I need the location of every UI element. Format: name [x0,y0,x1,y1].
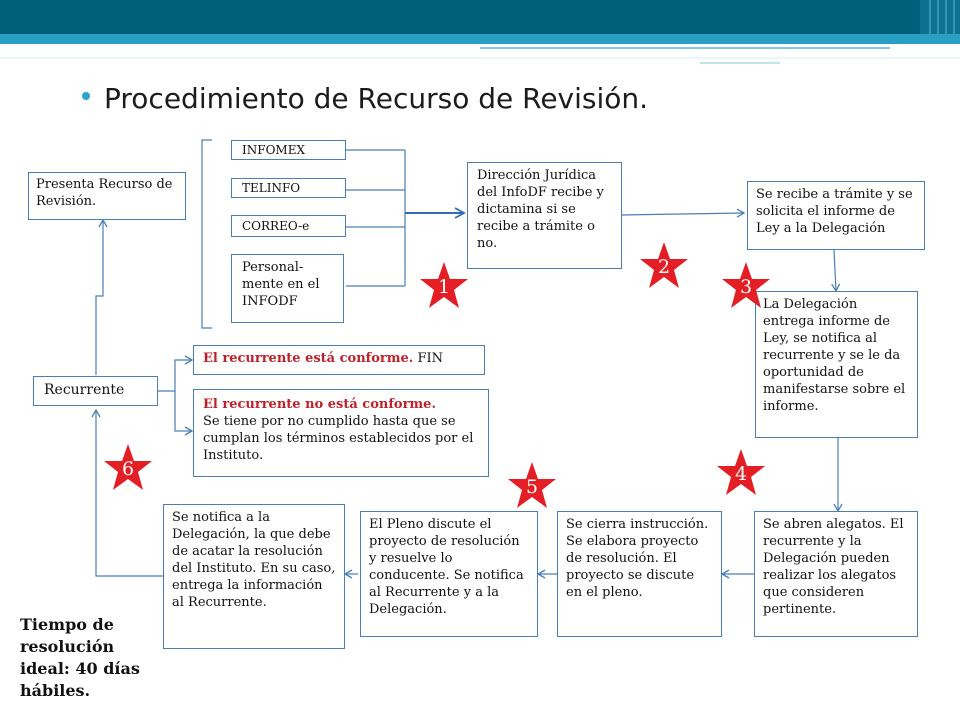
step-star-5 [506,460,558,512]
step-star-6 [102,442,154,494]
channel-telinfo: TELINFO [231,178,346,198]
channel-personal: Personal- mente en el INFODF [231,254,344,323]
step-number-2: 2 [657,256,671,278]
box-se-recibe: Se recibe a trámite y se solicita el informe de Ley a la Delegación [747,181,925,250]
arrow-to-se-recibe [622,213,744,215]
no-conforme-label: El recurrente no está conforme. [203,397,436,412]
channel-infomex: INFOMEX [231,140,346,160]
step-star-3 [720,260,772,312]
box-pleno: El Pleno discute el proyecto de resolución y resuelve lo conducente. Se notifica al Recurrente y a la Delegación. [360,511,538,637]
box-direccion-juridica: Dirección Jurídica del InfoDF recibe y dictamina si se recibe a trámite o no. [467,162,622,269]
arrow-to-delegacion [834,250,836,291]
box-no-conforme [193,389,489,477]
step-number-3: 3 [739,276,753,298]
resolution-time-note: Tiempo de resolución ideal: 40 días hábiles. [20,615,140,700]
channel-correo: CORREO-e [231,215,346,237]
box-alegatos: Se abren alegatos. El recurrente y la Delegación pueden realizar los alegatos que consideren pertinente. [754,511,918,637]
step-number-6: 6 [121,458,135,480]
box-cierra-instruccion: Se cierra instrucción. Se elabora proyecto de resolución. El proyecto se discute en el pleno. [557,511,722,637]
conforme-label: El recurrente está conforme. [203,351,414,366]
recurrente-branch [158,360,192,391]
step-number-1: 1 [437,276,451,298]
arrow-to-presenta [96,220,103,375]
box-conforme [193,345,485,375]
step-number-4: 4 [734,463,748,485]
box-recurrente: Recurrente [33,376,158,406]
step-number-5: 5 [525,476,539,498]
box-notifica: Se notifica a la Delegación, la que debe de acatar la resolución del Instituto. En su caso, entrega la información al Recurrente. [163,504,345,649]
step-star-4 [715,447,767,499]
no-conforme-text: Se tiene por no cumplido hasta que se cumplan los términos establecidos por el Instituto. [203,414,474,463]
box-delegacion-informe: La Delegación entrega informe de Ley, se notifica al recurrente y se le da oportunidad de manifestarse sobre el informe. [755,291,918,438]
step-star-1 [418,260,470,312]
box-presenta-recurso: Presenta Recurso de Revisión. [28,172,186,220]
page-title: Procedimiento de Recurso de Revisión. [104,82,649,115]
step-star-2 [638,240,690,292]
conforme-fin: FIN [417,351,444,366]
channels-bracket [202,140,212,328]
recurrente-branch-2 [175,391,192,431]
